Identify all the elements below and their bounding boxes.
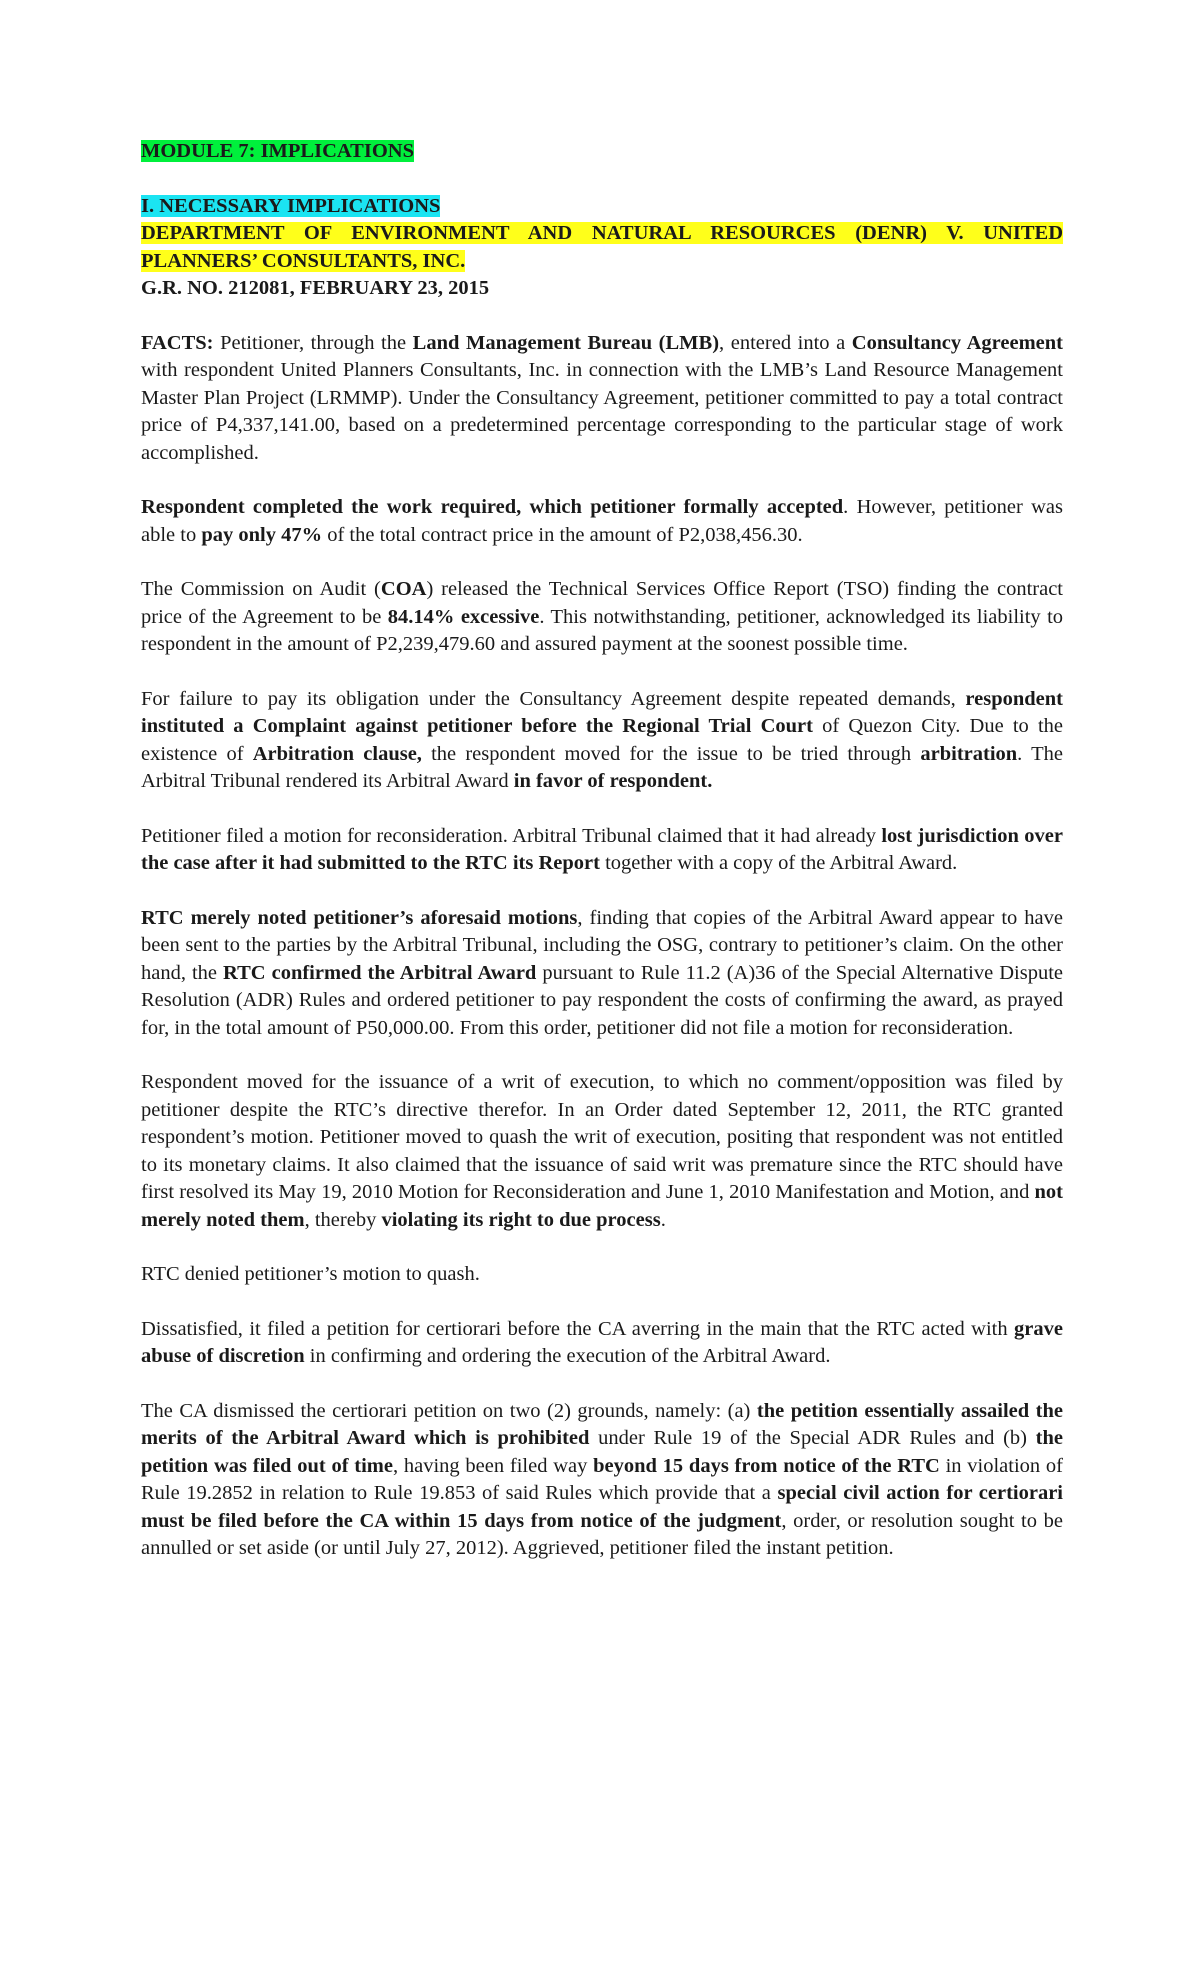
body-paragraph — [141, 1316, 1063, 1371]
paragraph-text: , order, or resolution sought to be annulled or set aside (or until July 27, 2012). Aggrieved, petitioner filed the instant petition. — [141, 1509, 1063, 1559]
paragraph-text: in violation of Rule 19.2852 in relation to Rule 19.853 of said Rules which provide that a — [141, 1454, 1063, 1504]
section-heading-text: I. NECESSARY IMPLICATIONS — [141, 194, 441, 217]
emphasis-text: special civil action for certiorari must be filed before the CA within 15 days from notice of the judgment — [141, 1482, 1063, 1532]
document-page — [141, 138, 1063, 1563]
body-paragraph — [141, 905, 1063, 1043]
emphasis-text: 84.14% excessive — [387, 605, 540, 628]
paragraph-text: Respondent moved for the issuance of a writ of execution, to which no comment/opposition was filed by petitioner despite the RTC’s directive therefor. In an Order dated September 12, 2011, the RTC granted respondent’s motion. Petitioner moved to quash the writ of execution, positing that respondent was not entitled to its monetary claims. It also claimed that the issuance of said writ was premature since the RTC should have first resolved its May 19, 2010 Motion for Reconsideration and June 1, 2010 Manifestation and Motion, and — [141, 1071, 1063, 1203]
emphasis-text: the petition was filed out of time — [141, 1427, 1063, 1477]
emphasis-text: RTC confirmed the Arbitral Award — [223, 961, 537, 984]
paragraph-text: Petitioner filed a motion for reconsideration. Arbitral Tribunal claimed that it had already — [141, 824, 882, 847]
body-paragraph — [141, 1069, 1063, 1234]
module-heading-text: MODULE 7: IMPLICATIONS — [141, 140, 414, 162]
paragraph-text: . The Arbitral Tribunal rendered its Arbitral Award — [141, 742, 1063, 792]
paragraph-text: in confirming and ordering the execution of the Arbitral Award. — [304, 1345, 831, 1367]
paragraph-text: of the total contract price in the amount of P2,038,456.30. — [322, 523, 803, 546]
emphasis-text: Land Management Bureau (LMB) — [412, 331, 720, 354]
paragraph-text: RTC denied petitioner’s motion to quash. — [141, 1263, 480, 1285]
body-paragraph — [141, 823, 1063, 878]
paragraph-text: , thereby — [304, 1208, 382, 1231]
body-paragraph — [141, 1261, 1063, 1289]
paragraph-text: Petitioner, through the — [213, 331, 413, 354]
paragraph-text: For failure to pay its obligation under the Consultancy Agreement despite repeated demands, — [141, 687, 966, 710]
emphasis-text: grave abuse of discretion — [141, 1317, 1063, 1367]
emphasis-text: Consultancy Agreement — [851, 331, 1063, 354]
paragraph-text: . However, petitioner was able to — [141, 496, 1063, 546]
body-paragraph — [141, 576, 1063, 659]
emphasis-text: pay only 47% — [201, 523, 323, 546]
paragraph-text: , entered into a — [719, 331, 852, 354]
emphasis-text: respondent instituted a Complaint against petitioner before the Regional Trial Court — [141, 687, 1063, 737]
paragraph-text: pursuant to Rule 11.2 (A)36 of the Special Alternative Dispute Resolution (ADR) Rules and ordered petitioner to pay respondent the costs of confirming the award, as prayed for, in the total amount of P50,000.00. From this order, petitioner did not file a motion for reconsideration. — [141, 961, 1063, 1039]
paragraph-text: The Commission on Audit ( — [141, 578, 381, 600]
case-body — [141, 330, 1063, 1563]
case-title-text: DEPARTMENT OF ENVIRONMENT AND NATURAL RESOURCES (DENR) V. UNITED PLANNERS’ CONSULTANTS, INC. — [141, 222, 1063, 272]
paragraph-text: under Rule 19 of the Special ADR Rules and (b) — [589, 1427, 1036, 1449]
paragraph-text: the respondent moved for the issue to be tried through — [421, 742, 921, 765]
paragraph-text: Dissatisfied, it filed a petition for certiorari before the CA averring in the main that the RTC acted with — [141, 1317, 1015, 1340]
emphasis-text: FACTS: — [141, 331, 214, 354]
emphasis-text: arbitration — [920, 742, 1018, 765]
emphasis-text: COA — [380, 578, 427, 600]
emphasis-text: Respondent completed the work required, which petitioner formally accepted — [141, 496, 844, 518]
emphasis-text: lost jurisdiction over the case after it had submitted to the RTC its Report — [141, 824, 1063, 874]
emphasis-text: not merely noted them — [141, 1181, 1063, 1231]
paragraph-text: . This notwithstanding, petitioner, acknowledged its liability to respondent in the amount of P2,239,479.60 and assured payment at the soonest possible time. — [141, 605, 1064, 655]
module-heading — [141, 138, 1063, 166]
emphasis-text: Arbitration clause, — [252, 742, 422, 765]
emphasis-text: in favor of respondent. — [513, 770, 713, 792]
body-paragraph — [141, 1398, 1063, 1563]
emphasis-text: the petition essentially assailed the merits of the Arbitral Award which is prohibited — [141, 1399, 1063, 1449]
paragraph-text: , finding that copies of the Arbitral Award appear to have been sent to the parties by the Arbitral Tribunal, including the OSG, contrary to petitioner’s claim. On the other hand, the — [141, 906, 1063, 984]
case-title — [141, 220, 1063, 275]
body-paragraph — [141, 494, 1063, 549]
body-paragraph — [141, 686, 1063, 796]
emphasis-text: RTC merely noted petitioner’s aforesaid motions — [141, 906, 578, 929]
paragraph-text: ) released the Technical Services Office Report (TSO) finding the contract price of the Agreement to be — [141, 578, 1063, 628]
case-citation: G.R. NO. 212081, FEBRUARY 23, 2015 — [141, 277, 490, 299]
paragraph-text: with respondent United Planners Consultants, Inc. in connection with the LMB’s Land Resource Management Master Plan Project (LRMMP). Under the Consultancy Agreement, petitioner committed to pay a total contract price of P4,337,141.00, based on a predetermined percentage corresponding to the particular stage of work accomplished. — [141, 359, 1063, 464]
paragraph-text: . — [660, 1208, 666, 1231]
paragraph-text: together with a copy of the Arbitral Award. — [599, 852, 958, 874]
facts-paragraph — [141, 330, 1063, 468]
emphasis-text: beyond 15 days from notice of the RTC — [593, 1454, 940, 1477]
paragraph-text: of Quezon City. Due to the existence of — [141, 715, 1063, 765]
emphasis-text: violating its right to due process — [381, 1208, 661, 1231]
section-heading — [141, 193, 1063, 221]
paragraph-text: , having been filed way — [392, 1454, 594, 1477]
paragraph-text: The CA dismissed the certiorari petition on two (2) grounds, namely: (a) — [141, 1399, 757, 1422]
